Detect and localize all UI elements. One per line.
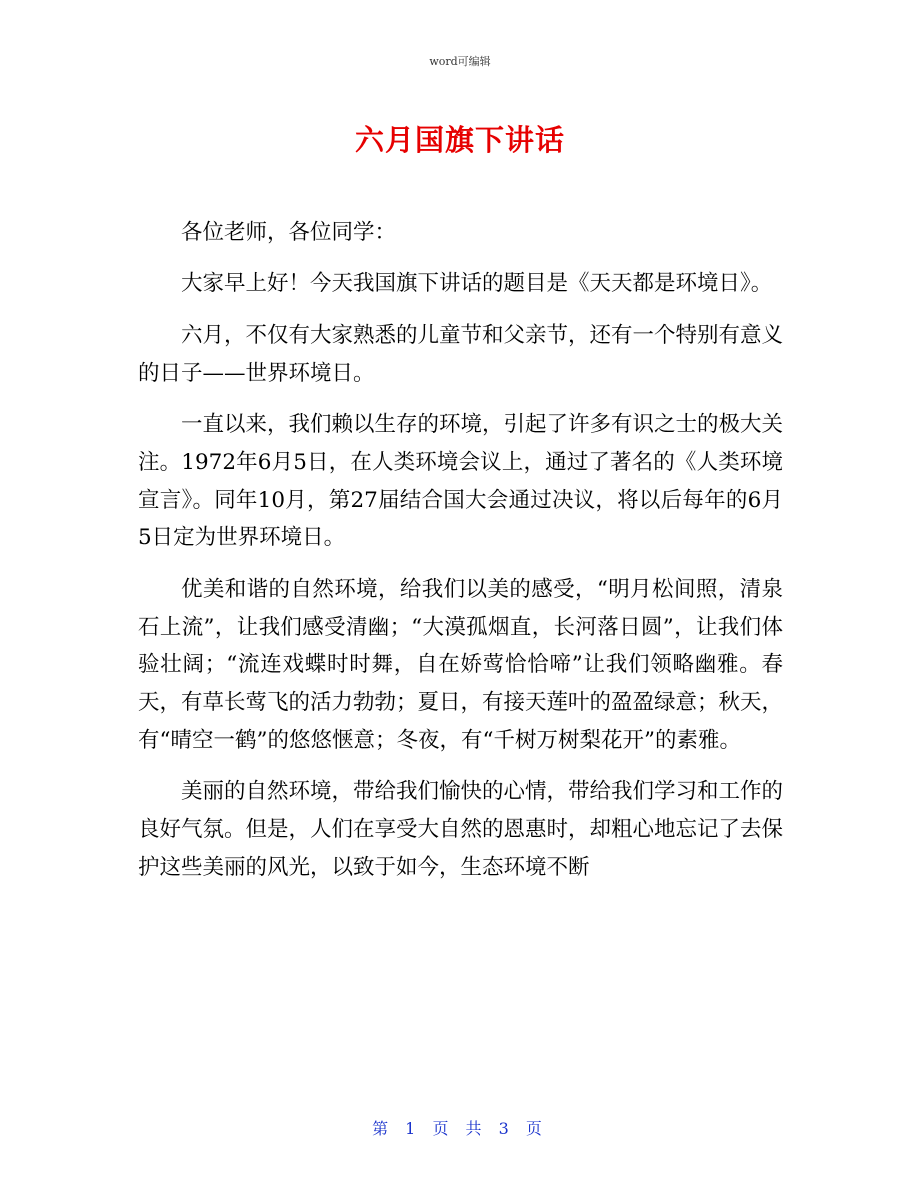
paragraph: 一直以来，我们赖以生存的环境，引起了许多有识之士的极大关注。1972年6月5日，在人类环境会议上，通过了著名的《人类环境宣言》。同年10月，第27届结合国大会通过决议，将以后每年的6月5日定为世界环境日。 [138, 411, 784, 551]
paragraph: 美丽的自然环境，带给我们愉快的心情，带给我们学习和工作的良好气氛。但是，人们在享受大自然的恩惠时，却粗心地忘记了去保护这些美丽的风光，以致于如今，生态环境不断 [138, 779, 784, 880]
header-note: word可编辑 [429, 55, 491, 68]
paragraph: 大家早上好！今天我国旗下讲话的题目是《天天都是环境日》。 [181, 271, 773, 297]
document-body [138, 214, 783, 887]
paragraph: 各位老师，各位同学： [181, 220, 397, 245]
document-title: 六月国旗下讲话 [354, 123, 565, 157]
paragraph: 优美和谐的自然环境，给我们以美的感受，“明月松间照，清泉石上流”，让我们感受清幽；“大漠孤烟直，长河落日圆”，让我们体验壮阔；“流连戏蝶时时舞，自在娇莺恰恰啼”让我们领略幽雅。春天，有草长莺飞的活力勃勃；夏日，有接天莲叶的盈盈绿意；秋天，有“晴空一鹤”的悠悠惬意；冬夜，有“千树万树梨花开”的素雅。 [138, 576, 784, 753]
paragraph: 六月，不仅有大家熟悉的儿童节和父亲节，还有一个特别有意义的日子——世界环境日。 [138, 322, 784, 386]
page-number-footer: 第 1 页 共 3 页 [372, 1119, 548, 1138]
